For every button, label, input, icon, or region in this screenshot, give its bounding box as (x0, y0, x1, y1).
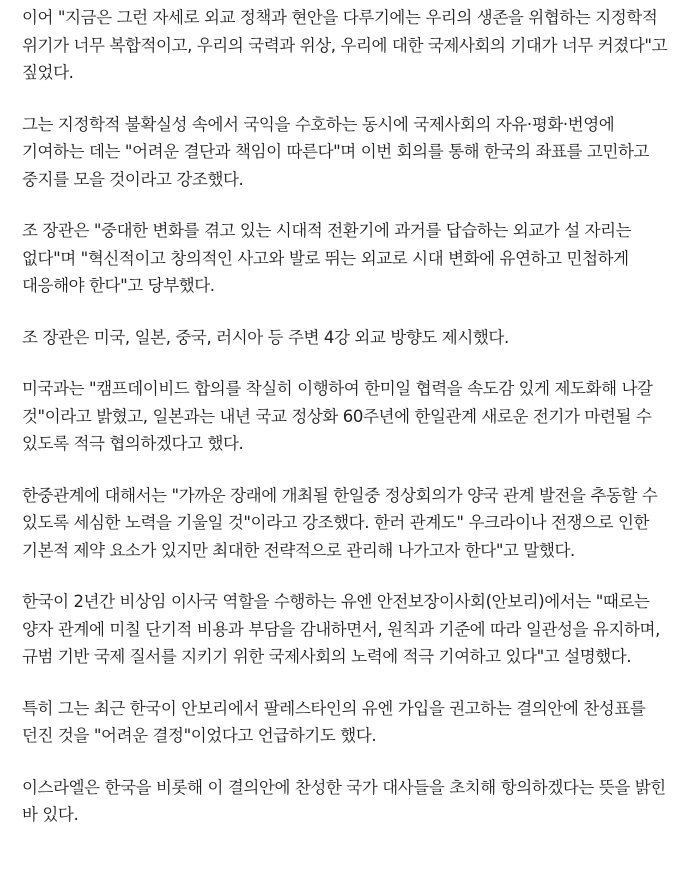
paragraph: 미국과는 "캠프데이비드 합의를 착실히 이행하여 한미일 협력을 속도감 있게 제도화해 나갈 것"이라고 밝혔고, 일본과는 내년 국교 정상화 60주년에 한일관계 새로운 전기가 마련될 수 있도록 적극 협의하겠다고 했다. (22, 379, 653, 453)
paragraph: 특히 그는 최근 한국이 안보리에서 팔레스타인의 유엔 가입을 권고하는 결의안에 찬성표를 던진 것을 "어려운 결정"이었다고 언급하기도 했다. (22, 698, 646, 745)
paragraph: 조 장관은 "중대한 변화를 겪고 있는 시대적 전환기에 과거를 답습하는 외교가 설 자리는 없다"며 "혁신적이고 창의적인 사고와 발로 뛰는 외교로 시대 변화에 유연하고 민첩하게 대응해야 한다"고 당부했다. (22, 221, 632, 295)
paragraph: 한국이 2년간 비상임 이사국 역할을 수행하는 유엔 안전보장이사회(안보리)에서는 "때로는 양자 관계에 미칠 단기적 비용과 부담을 감내하면서, 원칙과 기준에 따라 일관성을 유지하며, 규범 기반 국제 질서를 지키기 위한 국제사회의 노력에 적극 기여하고 있다"고 설명했다. (22, 592, 660, 666)
paragraph: 조 장관은 미국, 일본, 중국, 러시아 등 주변 4강 외교 방향도 제시했다. (22, 327, 509, 347)
paragraph: 한중관계에 대해서는 "가까운 장래에 개최될 한일중 정상회의가 양국 관계 발전을 추동할 수 있도록 세심한 노력을 기울일 것"이라고 강조했다. 한러 관계도" 우크라이나 전쟁으로 인한 기본적 제약 요소가 있지만 최대한 전략적으로 관리해 나가고자 한다"고 말했다. (22, 485, 658, 560)
paragraph: 그는 지정학적 불확실성 속에서 국익을 수호하는 동시에 국제사회의 자유·평화·번영에 기여하는 데는 "어려운 결단과 책임이 따른다"며 이번 회의를 통해 한국의 좌표를 고민하고 중지를 모을 것이라고 강조했다. (22, 114, 650, 189)
paragraph: 이스라엘은 한국을 비롯해 이 결의안에 찬성한 국가 대사들을 초치해 항의하겠다는 뜻을 밝힌 바 있다. (22, 777, 666, 824)
article-body (22, 4, 674, 829)
paragraph: 이어 "지금은 그런 자세로 외교 정책과 현안을 다루기에는 우리의 생존을 위협하는 지정학적 위기가 너무 복합적이고, 우리의 국력과 위상, 우리에 대한 국제사회의 기대가 너무 커졌다"고 짚었다. (22, 8, 668, 82)
